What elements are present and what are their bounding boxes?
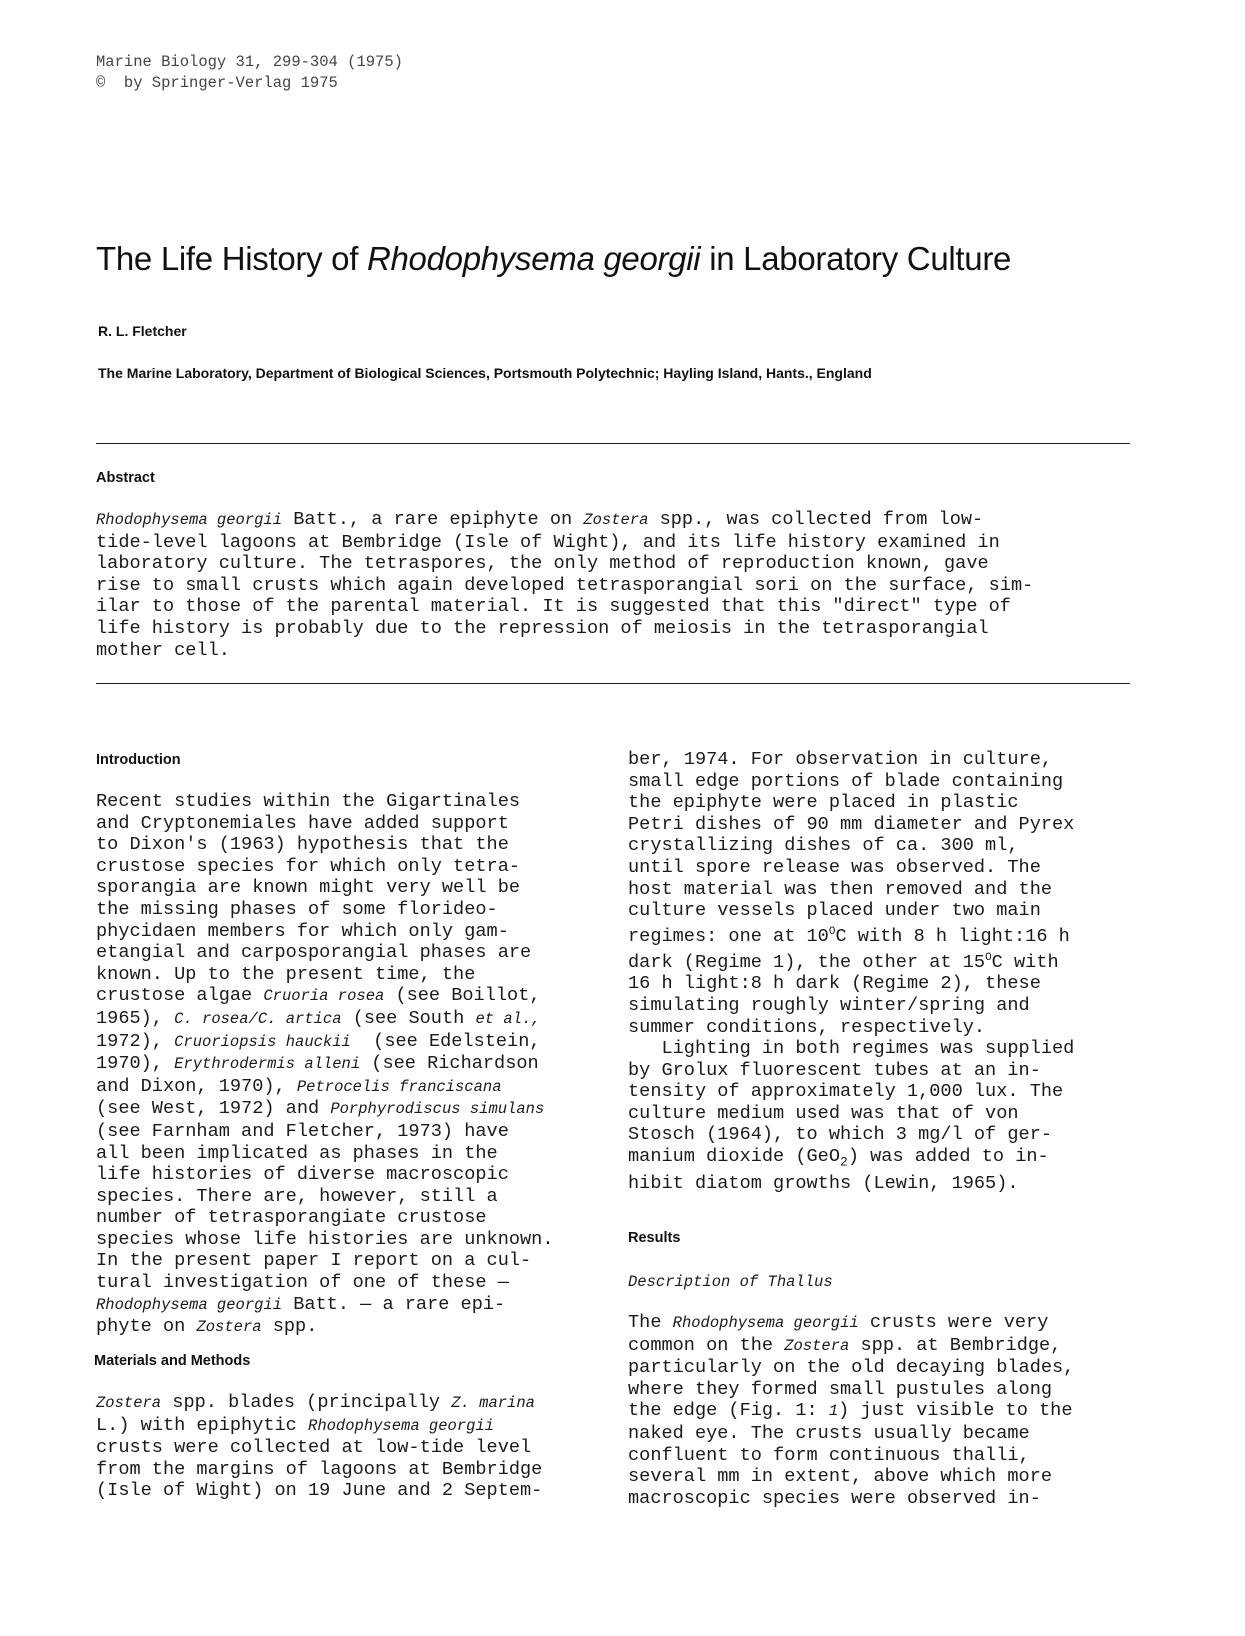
methods-line: culture medium used was that of von — [628, 1102, 1019, 1124]
intro-line — [96, 1316, 596, 1339]
results-line: where they formed small pustules along — [628, 1378, 1053, 1400]
species-name: Cruoria rosea — [263, 987, 385, 1006]
divider-top — [96, 443, 1130, 444]
intro-line — [96, 1053, 596, 1076]
results-body — [628, 1312, 1138, 1509]
results-line: naked eye. The crusts usually became — [628, 1422, 1030, 1444]
methods-line — [628, 948, 1138, 974]
journal-citation: Marine Biology 31, 299-304 (1975) — [96, 53, 403, 71]
methods-line: Stosch (1964), to which 3 mg/l of ger- — [628, 1124, 1053, 1146]
text-run: regimes: one at 10 — [628, 925, 829, 947]
intro-line: to Dixon's (1963) hypothesis that the — [96, 834, 509, 856]
methods-line: Lighting in both regimes was supplied — [628, 1038, 1075, 1060]
article-title — [96, 240, 1011, 278]
genus-name: Zostera — [196, 1318, 262, 1337]
results-line — [628, 1335, 1138, 1358]
methods-line — [96, 1392, 596, 1415]
species-name: Erythrodermis alleni — [174, 1055, 361, 1074]
results-heading: Results — [628, 1230, 681, 1246]
intro-line: species whose life histories are unknown. — [96, 1228, 554, 1250]
text-run: (see Edelstein, — [350, 1030, 541, 1052]
methods-line: 16 h light:8 h dark (Regime 2), these — [628, 973, 1041, 995]
methods-line — [628, 1146, 1138, 1173]
text-run: crustose algae — [96, 985, 264, 1007]
methods-line: Petri dishes of 90 mm diameter and Pyrex — [628, 813, 1075, 835]
intro-line: etangial and carposporangial phases are — [96, 942, 532, 964]
results-line: macroscopic species were observed in- — [628, 1487, 1041, 1509]
degree-mark: O — [828, 925, 836, 938]
author-name: R. L. Fletcher — [98, 323, 187, 339]
text-run: (see South — [341, 1007, 476, 1029]
intro-line: tural investigation of one of these — — [96, 1272, 509, 1294]
title-prefix: The Life History of — [96, 240, 367, 277]
text-run: Batt. — a rare epi- — [282, 1293, 506, 1315]
species-name: C. rosea/C. artica — [174, 1009, 342, 1028]
results-line: several mm in extent, above which more — [628, 1466, 1053, 1488]
text-run: common on the — [628, 1334, 785, 1356]
text-run: The — [628, 1312, 673, 1333]
methods-continued — [628, 749, 1138, 1195]
abstract-heading: Abstract — [96, 470, 155, 486]
author-affiliation: The Marine Laboratory, Department of Biological Sciences, Portsmouth Polytechnic; Hayling Island, Hants., England — [98, 365, 872, 381]
text-run: (see Boillot, — [384, 985, 541, 1007]
intro-line — [96, 1098, 596, 1121]
species-name: Rhodophysema georgii — [96, 511, 283, 529]
results-line: confluent to form continuous thalli, — [628, 1444, 1030, 1466]
figure-ref: 1 — [828, 1402, 839, 1421]
intro-line — [96, 985, 596, 1008]
text-run: spp., was collected from low- — [648, 509, 984, 530]
abstract-line: rise to small crusts which again developed tetrasporangial sori on the surface, sim- — [96, 574, 1034, 596]
intro-line: known. Up to the present time, the — [96, 963, 476, 985]
subscript: 2 — [840, 1154, 848, 1170]
text-run: crusts were very — [858, 1312, 1049, 1333]
abstract-line: mother cell. — [96, 639, 230, 661]
introduction-heading: Introduction — [96, 752, 181, 768]
results-line — [628, 1312, 1138, 1335]
methods-line: summer conditions, respectively. — [628, 1016, 986, 1038]
text-run: ) was added to in- — [847, 1146, 1049, 1168]
intro-line: all been implicated as phases in the — [96, 1142, 498, 1164]
abstract-line: laboratory culture. The tetraspores, the only method of reproduction known, gave — [96, 553, 989, 575]
text-run: (see Richardson — [360, 1053, 539, 1075]
citation-italic: et al., — [475, 1009, 541, 1028]
intro-line — [96, 1294, 596, 1317]
text-run: spp. blades (principally — [161, 1392, 452, 1413]
text-run: spp. at Bembridge, — [849, 1334, 1062, 1356]
text-run: spp. — [261, 1316, 318, 1338]
methods-line: by Grolux fluorescent tubes at an in- — [628, 1059, 1041, 1081]
intro-line: crustose species for which only tetra- — [96, 855, 521, 877]
genus-name: Zostera — [784, 1336, 850, 1355]
results-line — [628, 1400, 1138, 1423]
intro-line: Recent studies within the Gigartinales — [96, 791, 521, 812]
intro-line: sporangia are known might very well be — [96, 877, 521, 899]
methods-line: from the margins of lagoons at Bembridge — [96, 1458, 543, 1480]
intro-line: In the present paper I report on a cul- — [96, 1250, 532, 1272]
species-name: Cruoriopsis hauckii — [174, 1032, 351, 1051]
methods-line — [96, 1415, 596, 1438]
copyright-line: © by Springer-Verlag 1975 — [96, 74, 338, 92]
methods-line: (Isle of Wight) on 19 June and 2 Septem- — [96, 1480, 543, 1502]
intro-line: number of tetrasporangiate crustose — [96, 1207, 487, 1229]
intro-line — [96, 1031, 596, 1054]
methods-line: until spore release was observed. The — [628, 856, 1041, 878]
text-run: (see West, 1972) and — [96, 1098, 331, 1120]
methods-line: crusts were collected at low-tide level — [96, 1437, 532, 1459]
species-name: Porphyrodiscus simulans — [330, 1100, 545, 1119]
text-run: Batt., a rare epiphyte on — [282, 509, 584, 530]
text-run: 1970), — [96, 1053, 175, 1075]
title-species: Rhodophysema georgii — [366, 240, 701, 277]
text-run: 1972), — [96, 1030, 175, 1052]
methods-line: ber, 1974. For observation in culture, — [628, 749, 1053, 770]
results-line: particularly on the old decaying blades, — [628, 1357, 1075, 1379]
intro-line — [96, 1076, 596, 1099]
species-name: Rhodophysema georgii — [672, 1314, 859, 1332]
introduction-body — [96, 791, 596, 1339]
methods-line: tensity of approximately 1,000 lux. The — [628, 1081, 1064, 1103]
text-run: manium dioxide (GeO — [628, 1146, 841, 1168]
intro-line: (see Farnham and Fletcher, 1973) have — [96, 1120, 509, 1142]
title-suffix: in Laboratory Culture — [700, 240, 1012, 277]
methods-heading: Materials and Methods — [94, 1353, 251, 1369]
text-run: phyte on — [96, 1316, 197, 1338]
abstract-line: ilar to those of the parental material. It is suggested that this "direct" type of — [96, 596, 1011, 618]
species-name: Rhodophysema georgii — [308, 1416, 495, 1435]
species-name: Petrocelis franciscana — [296, 1077, 502, 1096]
abstract-line — [96, 509, 1136, 532]
methods-line: the epiphyte were placed in plastic — [628, 792, 1019, 814]
text-run: 1965), — [96, 1007, 175, 1029]
abstract-line: tide-level lagoons at Bembridge (Isle of Wight), and its life history examined in — [96, 531, 1000, 553]
abstract-line: life history is probably due to the repression of meiosis in the tetrasporangial — [96, 617, 989, 639]
intro-line: and Cryptonemiales have added support — [96, 812, 509, 834]
methods-line: small edge portions of blade containing — [628, 770, 1064, 792]
methods-line: simulating roughly winter/spring and — [628, 994, 1030, 1016]
species-name: Z. marina — [451, 1394, 535, 1412]
degree-mark: O — [985, 951, 992, 964]
methods-line: host material was then removed and the — [628, 878, 1053, 900]
intro-line: the missing phases of some florideo- — [96, 898, 498, 920]
species-name: Rhodophysema georgii — [96, 1295, 283, 1314]
divider-bottom — [96, 683, 1130, 684]
intro-line — [96, 1008, 596, 1031]
intro-line: life histories of diverse macroscopic — [96, 1164, 509, 1186]
results-subheading: Description of Thallus — [628, 1273, 833, 1291]
methods-line: crystallizing dishes of ca. 300 ml, — [628, 835, 1019, 857]
methods-line: hibit diatom growths (Lewin, 1965). — [628, 1173, 1019, 1195]
text-run: L.) with epiphytic — [96, 1414, 309, 1436]
text-run: dark (Regime 1), the other at 15 — [628, 951, 986, 973]
text-run: C with — [991, 951, 1059, 973]
abstract-body — [96, 509, 1136, 661]
genus-name: Zostera — [96, 1394, 162, 1412]
intro-line: species. There are, however, still a — [96, 1185, 498, 1207]
methods-body — [96, 1392, 596, 1502]
text-run: ) just visible to the — [838, 1400, 1073, 1422]
methods-line — [628, 922, 1138, 948]
intro-line: phycidaen members for which only gam- — [96, 920, 509, 942]
text-run: the edge (Fig. 1: — [628, 1400, 829, 1422]
text-run: and Dixon, 1970), — [96, 1075, 297, 1097]
text-run: C with 8 h light:16 h — [835, 925, 1070, 947]
methods-line: culture vessels placed under two main — [628, 900, 1041, 922]
journal-header — [96, 52, 403, 94]
genus-name: Zostera — [583, 511, 649, 529]
